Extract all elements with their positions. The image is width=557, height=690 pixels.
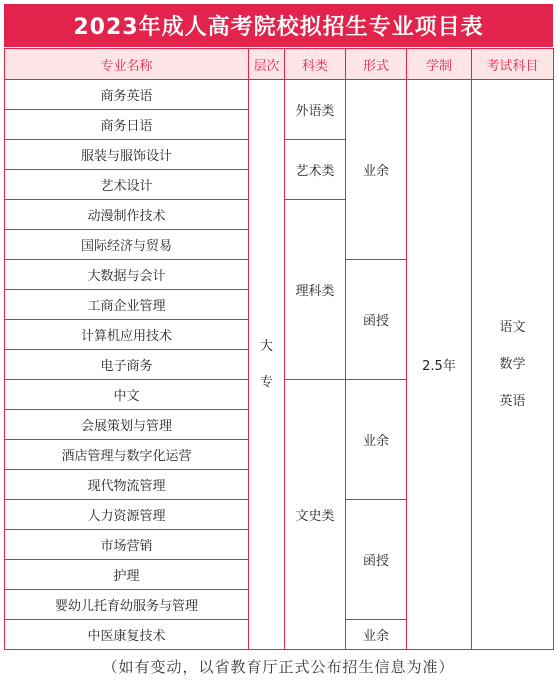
major-cell: 商务日语: [5, 110, 249, 140]
category-cell: 理科类: [285, 200, 346, 380]
major-cell: 大数据与会计: [5, 260, 249, 290]
admission-table: [4, 48, 554, 650]
major-cell: 婴幼儿托育幼服务与管理: [5, 590, 249, 620]
form-cell: 业余: [346, 80, 407, 260]
category-cell: 艺术类: [285, 140, 346, 200]
major-cell: 中文: [5, 380, 249, 410]
major-cell: 计算机应用技术: [5, 320, 249, 350]
major-cell: 市场营销: [5, 530, 249, 560]
category-cell: 外语类: [285, 80, 346, 140]
header-level: 层次: [249, 49, 285, 80]
header-major: 专业名称: [5, 49, 249, 80]
header-form: 形式: [346, 49, 407, 80]
table-row: [5, 80, 554, 110]
header-subjects: 考试科目: [472, 49, 554, 80]
header-category: 科类: [285, 49, 346, 80]
header-duration: 学制: [407, 49, 472, 80]
level-cell: [249, 80, 285, 650]
level-char: 专: [259, 374, 273, 390]
major-cell: 动漫制作技术: [5, 200, 249, 230]
subject-item: 语文: [499, 320, 526, 335]
major-cell: 人力资源管理: [5, 500, 249, 530]
form-cell: 业余: [346, 620, 407, 650]
major-cell: 酒店管理与数字化运营: [5, 440, 249, 470]
form-cell: 业余: [346, 380, 407, 500]
major-cell: 现代物流管理: [5, 470, 249, 500]
footnote: （如有变动，以省教育厅正式公布招生信息为准）: [102, 658, 455, 676]
major-cell: 商务英语: [5, 80, 249, 110]
duration-cell: 2.5年: [407, 80, 472, 650]
major-cell: 服装与服饰设计: [5, 140, 249, 170]
subjects-cell: [472, 80, 554, 650]
major-cell: 国际经济与贸易: [5, 230, 249, 260]
level-char: 大: [259, 338, 273, 354]
major-cell: 艺术设计: [5, 170, 249, 200]
major-cell: 会展策划与管理: [5, 410, 249, 440]
major-cell: 电子商务: [5, 350, 249, 380]
category-cell: 文史类: [285, 380, 346, 650]
form-cell: 函授: [346, 260, 407, 380]
major-cell: 护理: [5, 560, 249, 590]
table-header-row: [5, 49, 554, 80]
page-title: 2023年成人高考院校拟招生专业项目表: [4, 4, 553, 47]
major-cell: 工商企业管理: [5, 290, 249, 320]
subject-item: 数学: [499, 357, 526, 372]
form-cell: 函授: [346, 500, 407, 620]
major-cell: 中医康复技术: [5, 620, 249, 650]
subject-item: 英语: [499, 394, 526, 409]
